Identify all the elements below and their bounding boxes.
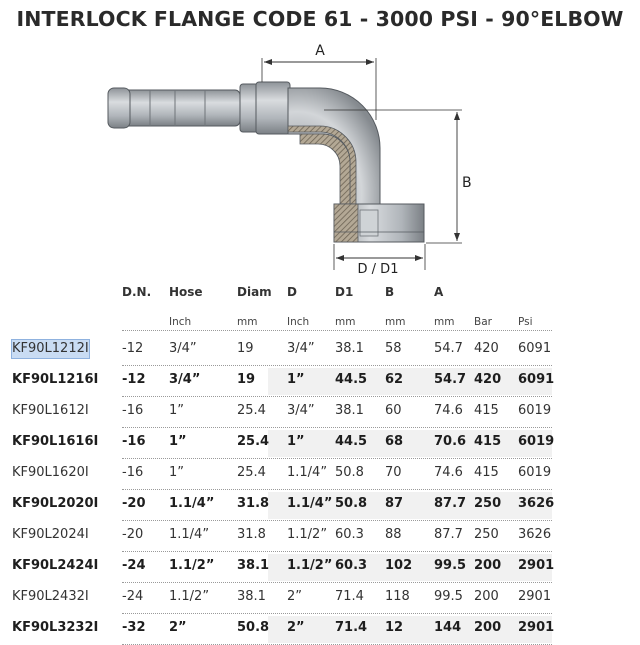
hose-header: Hose (169, 285, 203, 299)
cell-d: 1.1/2” (287, 558, 333, 573)
cell-a: 87.7 (434, 527, 463, 542)
psi-unit: Psi (518, 316, 533, 328)
cell-hose: 1.1/2” (169, 558, 215, 573)
cell-diam: 19 (237, 341, 254, 356)
row-divider (122, 551, 552, 552)
cell-a: 99.5 (434, 558, 467, 573)
cell-bar: 420 (474, 341, 499, 356)
cell-bar: 415 (474, 403, 499, 418)
cell-dn: -16 (122, 465, 144, 480)
cell-dn: -24 (122, 589, 144, 604)
cell-dn: -20 (122, 527, 144, 542)
cell-bar: 415 (474, 465, 499, 480)
dimension-a-label: A (315, 43, 325, 59)
cell-d1: 71.4 (335, 620, 368, 635)
product-code: KF90L2432I (12, 589, 89, 604)
cell-diam: 25.4 (237, 403, 266, 418)
cell-bar: 200 (474, 558, 502, 573)
cell-bar: 250 (474, 527, 499, 542)
product-code: KF90L2020I (12, 496, 99, 511)
d-header: D (287, 285, 297, 299)
cell-diam: 25.4 (237, 465, 266, 480)
product-code: KF90L2024I (12, 527, 89, 542)
cell-diam: 19 (237, 372, 256, 387)
cell-a: 144 (434, 620, 462, 635)
cell-d1: 44.5 (335, 372, 368, 387)
cell-dn: -16 (122, 403, 144, 418)
page-title: INTERLOCK FLANGE CODE 61 - 3000 PSI - 90°ELBOW (16, 7, 624, 31)
cell-psi: 3626 (518, 527, 552, 542)
row-divider (122, 520, 552, 521)
cell-d1: 50.8 (335, 465, 364, 480)
cell-hose: 1” (169, 465, 185, 480)
row-shading (268, 616, 555, 643)
cell-hose: 1” (169, 434, 187, 449)
cell-dn: -12 (122, 341, 144, 356)
cell-bar: 200 (474, 589, 499, 604)
cell-bar: 415 (474, 434, 502, 449)
d1-header: D1 (335, 285, 354, 299)
cell-bar: 200 (474, 620, 502, 635)
cell-d: 3/4” (287, 341, 315, 356)
cell-b: 118 (385, 589, 410, 604)
cell-bar: 250 (474, 496, 502, 511)
cell-diam: 31.8 (237, 527, 266, 542)
cell-a: 54.7 (434, 372, 467, 387)
cell-psi: 6019 (518, 403, 552, 418)
cell-b: 58 (385, 341, 402, 356)
cell-d1: 44.5 (335, 434, 368, 449)
cell-a: 74.6 (434, 403, 463, 418)
cell-hose: 1” (169, 403, 185, 418)
cell-dn: -16 (122, 434, 146, 449)
row-divider (122, 396, 552, 397)
cell-b: 88 (385, 527, 402, 542)
cell-a: 54.7 (434, 341, 463, 356)
cell-psi: 3626 (518, 496, 555, 511)
d1-unit: mm (335, 316, 356, 328)
hose-unit: Inch (169, 316, 192, 328)
cell-a: 87.7 (434, 496, 467, 511)
cell-bar: 420 (474, 372, 502, 387)
d-unit: Inch (287, 316, 310, 328)
cell-d: 1.1/4” (287, 496, 333, 511)
dimension-d-label: D / D1 (357, 262, 399, 277)
product-code: KF90L1612I (12, 403, 89, 418)
cell-d: 3/4” (287, 403, 315, 418)
dimension-b-label: B (462, 175, 472, 191)
cell-d: 1” (287, 434, 305, 449)
header-divider (122, 330, 552, 331)
cell-d1: 60.3 (335, 558, 368, 573)
product-code: KF90L1616I (12, 434, 99, 449)
row-shading (268, 368, 555, 395)
cell-diam: 38.1 (237, 558, 270, 573)
cell-d: 1.1/2” (287, 527, 328, 542)
cell-hose: 1.1/2” (169, 589, 210, 604)
cell-diam: 50.8 (237, 620, 270, 635)
cell-b: 62 (385, 372, 404, 387)
cell-diam: 25.4 (237, 434, 270, 449)
cell-dn: -32 (122, 620, 146, 635)
product-code: KF90L3232I (12, 620, 99, 635)
product-code: KF90L1216I (12, 372, 99, 387)
cell-a: 74.6 (434, 465, 463, 480)
cell-a: 70.6 (434, 434, 467, 449)
product-code: KF90L1212I (12, 341, 89, 356)
cell-psi: 6091 (518, 341, 552, 356)
cell-psi: 6091 (518, 372, 555, 387)
cell-b: 68 (385, 434, 404, 449)
cell-d1: 38.1 (335, 403, 364, 418)
cell-dn: -20 (122, 496, 146, 511)
cell-d1: 38.1 (335, 341, 364, 356)
cell-b: 87 (385, 496, 404, 511)
row-divider (122, 489, 552, 490)
product-code: KF90L1620I (12, 465, 89, 480)
cell-a: 99.5 (434, 589, 463, 604)
cell-hose: 1.1/4” (169, 527, 210, 542)
dn-header: D.N. (122, 285, 152, 299)
row-divider (122, 582, 552, 583)
cell-b: 60 (385, 403, 402, 418)
row-shading (268, 430, 555, 457)
b-unit: mm (385, 316, 406, 328)
diam-header: Diam (237, 285, 272, 299)
row-divider (122, 613, 552, 614)
cell-d: 1” (287, 372, 305, 387)
cell-d1: 71.4 (335, 589, 364, 604)
bar-unit: Bar (474, 316, 492, 328)
cell-diam: 38.1 (237, 589, 266, 604)
cell-d: 2” (287, 589, 303, 604)
diam-unit: mm (237, 316, 258, 328)
cell-psi: 6019 (518, 434, 555, 449)
cell-hose: 1.1/4” (169, 496, 215, 511)
cell-d: 1.1/4” (287, 465, 328, 480)
cell-psi: 2901 (518, 558, 555, 573)
product-code: KF90L2424I (12, 558, 99, 573)
cell-d: 2” (287, 620, 305, 635)
cell-diam: 31.8 (237, 496, 270, 511)
cell-psi: 2901 (518, 620, 555, 635)
cell-psi: 2901 (518, 589, 552, 604)
cell-b: 102 (385, 558, 413, 573)
row-divider (122, 458, 552, 459)
cell-hose: 3/4” (169, 372, 201, 387)
a-unit: mm (434, 316, 455, 328)
cell-b: 12 (385, 620, 404, 635)
cell-psi: 6019 (518, 465, 552, 480)
cell-dn: -24 (122, 558, 146, 573)
cell-d1: 50.8 (335, 496, 368, 511)
cell-hose: 2” (169, 620, 187, 635)
a-header: A (434, 285, 444, 299)
cell-hose: 3/4” (169, 341, 197, 356)
cell-b: 70 (385, 465, 402, 480)
row-divider (122, 427, 552, 428)
b-header: B (385, 285, 395, 299)
cell-d1: 60.3 (335, 527, 364, 542)
row-divider (122, 365, 552, 366)
cell-dn: -12 (122, 372, 146, 387)
